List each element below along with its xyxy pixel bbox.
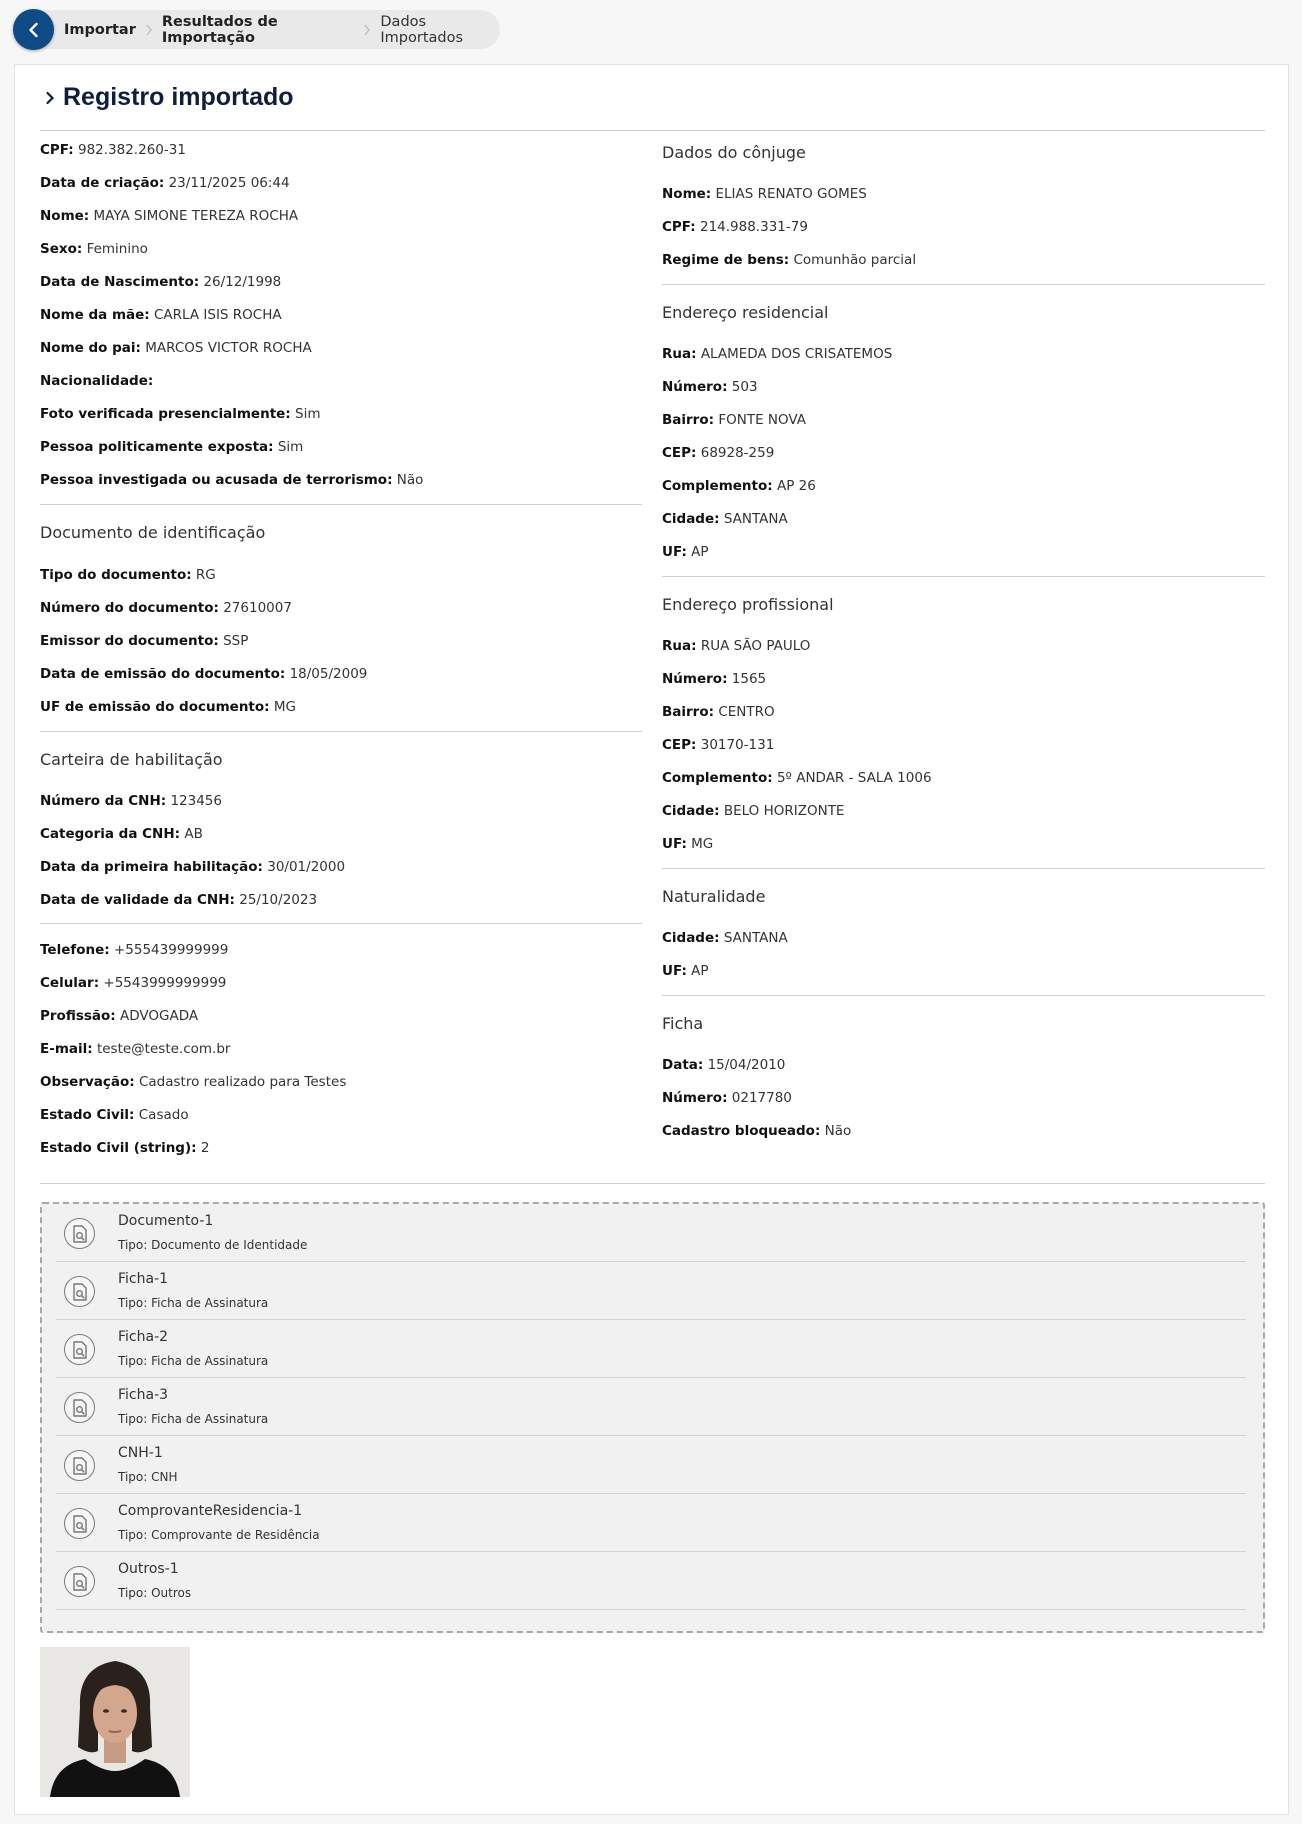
field-primeira-habilitacao: Data da primeira habilitação: 30/01/2000: [40, 859, 346, 875]
field-nat-cidade: Cidade: SANTANA: [662, 930, 788, 946]
field-numero-documento: Número do documento: 27610007: [40, 600, 292, 616]
field-prof-rua: Rua: RUA SÃO PAULO: [662, 638, 811, 654]
field-data-criacao: Data de criação: 23/11/2025 06:44: [40, 175, 290, 191]
document-search-icon: [64, 1392, 95, 1423]
document-type: Tipo: Ficha de Assinatura: [118, 1354, 269, 1368]
field-conjuge-cpf: CPF: 214.988.331-79: [662, 219, 808, 235]
document-search-icon: [64, 1276, 95, 1307]
page-title: [45, 83, 294, 112]
document-name: Ficha-2: [118, 1329, 169, 1345]
document-type: Tipo: Ficha de Assinatura: [118, 1412, 269, 1426]
divider: [662, 284, 1265, 285]
field-pep: Pessoa politicamente exposta: Sim: [40, 439, 304, 455]
section-title-conjuge: Dados do cônjuge: [662, 143, 806, 162]
field-nome-mae: Nome da mãe: CARLA ISIS ROCHA: [40, 307, 282, 323]
list-item[interactable]: [56, 1262, 1246, 1320]
field-res-cidade: Cidade: SANTANA: [662, 511, 788, 527]
document-type: Tipo: Comprovante de Residência: [118, 1528, 320, 1542]
field-telefone: Telefone: +555439999999: [40, 942, 229, 958]
document-name: CNH-1: [118, 1445, 163, 1461]
document-name: Ficha-1: [118, 1271, 169, 1287]
divider: [662, 868, 1265, 869]
document-type: Tipo: CNH: [118, 1470, 178, 1484]
section-title-naturalidade: Naturalidade: [662, 887, 766, 906]
field-data-nascimento: Data de Nascimento: 26/12/1998: [40, 274, 282, 290]
field-validade-cnh: Data de validade da CNH: 25/10/2023: [40, 892, 318, 908]
field-prof-cidade: Cidade: BELO HORIZONTE: [662, 803, 845, 819]
field-terrorismo: Pessoa investigada ou acusada de terrorismo: Não: [40, 472, 424, 488]
field-sexo: Sexo: Feminino: [40, 241, 148, 257]
field-conjuge-regime: Regime de bens: Comunhão parcial: [662, 252, 917, 268]
chevron-left-icon: [25, 21, 43, 39]
document-search-icon: [64, 1450, 95, 1481]
field-categoria-cnh: Categoria da CNH: AB: [40, 826, 203, 842]
field-conjuge-nome: Nome: ELIAS RENATO GOMES: [662, 186, 867, 202]
field-prof-numero: Número: 1565: [662, 671, 767, 687]
section-title-profissional: Endereço profissional: [662, 595, 834, 614]
document-type: Tipo: Documento de Identidade: [118, 1238, 308, 1252]
chevron-right-icon: [363, 24, 371, 36]
field-ficha-numero: Número: 0217780: [662, 1090, 792, 1106]
field-nat-uf: UF: AP: [662, 963, 709, 979]
section-title-ficha: Ficha: [662, 1014, 704, 1033]
field-profissao: Profissão: ADVOGADA: [40, 1008, 199, 1024]
field-res-uf: UF: AP: [662, 544, 709, 560]
divider: [40, 923, 642, 924]
breadcrumb: [13, 10, 500, 49]
section-title-cnh: Carteira de habilitação: [40, 750, 223, 769]
field-res-complemento: Complemento: AP 26: [662, 478, 816, 494]
field-foto-verificada: Foto verificada presencialmente: Sim: [40, 406, 321, 422]
list-item[interactable]: [56, 1552, 1246, 1610]
field-uf-emissao: UF de emissão do documento: MG: [40, 699, 296, 715]
document-name: Ficha-3: [118, 1387, 169, 1403]
record-card: [14, 64, 1289, 1815]
list-item[interactable]: [56, 1320, 1246, 1378]
document-search-icon: [64, 1334, 95, 1365]
field-estado-civil: Estado Civil: Casado: [40, 1107, 189, 1123]
field-nacionalidade: Nacionalidade:: [40, 373, 154, 389]
section-title-residencial: Endereço residencial: [662, 303, 829, 322]
document-type: Tipo: Outros: [118, 1586, 192, 1600]
divider: [662, 995, 1265, 996]
field-numero-cnh: Número da CNH: 123456: [40, 793, 222, 809]
document-name: Documento-1: [118, 1213, 214, 1229]
field-observacao: Observação: Cadastro realizado para Testes: [40, 1074, 347, 1090]
chevron-right-icon: [45, 91, 55, 105]
divider: [40, 504, 642, 505]
field-celular: Celular: +5543999999999: [40, 975, 227, 991]
divider: [40, 731, 642, 732]
field-res-numero: Número: 503: [662, 379, 758, 395]
field-emissor-documento: Emissor do documento: SSP: [40, 633, 249, 649]
back-button[interactable]: [13, 9, 54, 50]
document-search-icon: [64, 1218, 95, 1249]
field-data-emissao: Data de emissão do documento: 18/05/2009: [40, 666, 368, 682]
field-res-rua: Rua: ALAMEDA DOS CRISATEMOS: [662, 346, 893, 362]
document-name: Outros-1: [118, 1561, 179, 1577]
field-nome: Nome: MAYA SIMONE TEREZA ROCHA: [40, 208, 299, 224]
field-nome-pai: Nome do pai: MARCOS VICTOR ROCHA: [40, 340, 312, 356]
divider: [662, 576, 1265, 577]
chevron-right-icon: [145, 24, 153, 36]
field-prof-cep: CEP: 30170-131: [662, 737, 775, 753]
field-prof-uf: UF: MG: [662, 836, 714, 852]
list-item[interactable]: [56, 1436, 1246, 1494]
divider: [40, 130, 1265, 131]
section-title-documento: Documento de identificação: [40, 523, 266, 542]
field-estado-civil-string: Estado Civil (string): 2: [40, 1140, 210, 1156]
document-search-icon: [64, 1566, 95, 1597]
documents-list: [40, 1202, 1265, 1633]
breadcrumb-item-dados: Dados Importados: [380, 13, 464, 46]
field-ficha-data: Data: 15/04/2010: [662, 1057, 786, 1073]
list-item[interactable]: [56, 1204, 1246, 1262]
field-ficha-bloqueado: Cadastro bloqueado: Não: [662, 1123, 852, 1139]
field-email: E-mail: teste@teste.com.br: [40, 1041, 231, 1057]
list-item[interactable]: [56, 1378, 1246, 1436]
field-res-cep: CEP: 68928-259: [662, 445, 775, 461]
breadcrumb-item-importar[interactable]: Importar: [64, 21, 136, 38]
document-name: ComprovanteResidencia-1: [118, 1503, 303, 1519]
profile-photo: [40, 1647, 190, 1797]
field-tipo-documento: Tipo do documento: RG: [40, 567, 216, 583]
field-res-bairro: Bairro: FONTE NOVA: [662, 412, 806, 428]
page-title-text: Registro importado: [63, 83, 294, 111]
document-search-icon: [64, 1508, 95, 1539]
breadcrumb-item-resultados[interactable]: Resultados de Importação: [161, 13, 278, 46]
document-type: Tipo: Ficha de Assinatura: [118, 1296, 269, 1310]
field-cpf: CPF: 982.382.260-31: [40, 142, 186, 158]
divider: [40, 1183, 1265, 1184]
list-item[interactable]: [56, 1494, 1246, 1552]
field-prof-complemento: Complemento: 5º ANDAR - SALA 1006: [662, 770, 932, 786]
field-prof-bairro: Bairro: CENTRO: [662, 704, 775, 720]
